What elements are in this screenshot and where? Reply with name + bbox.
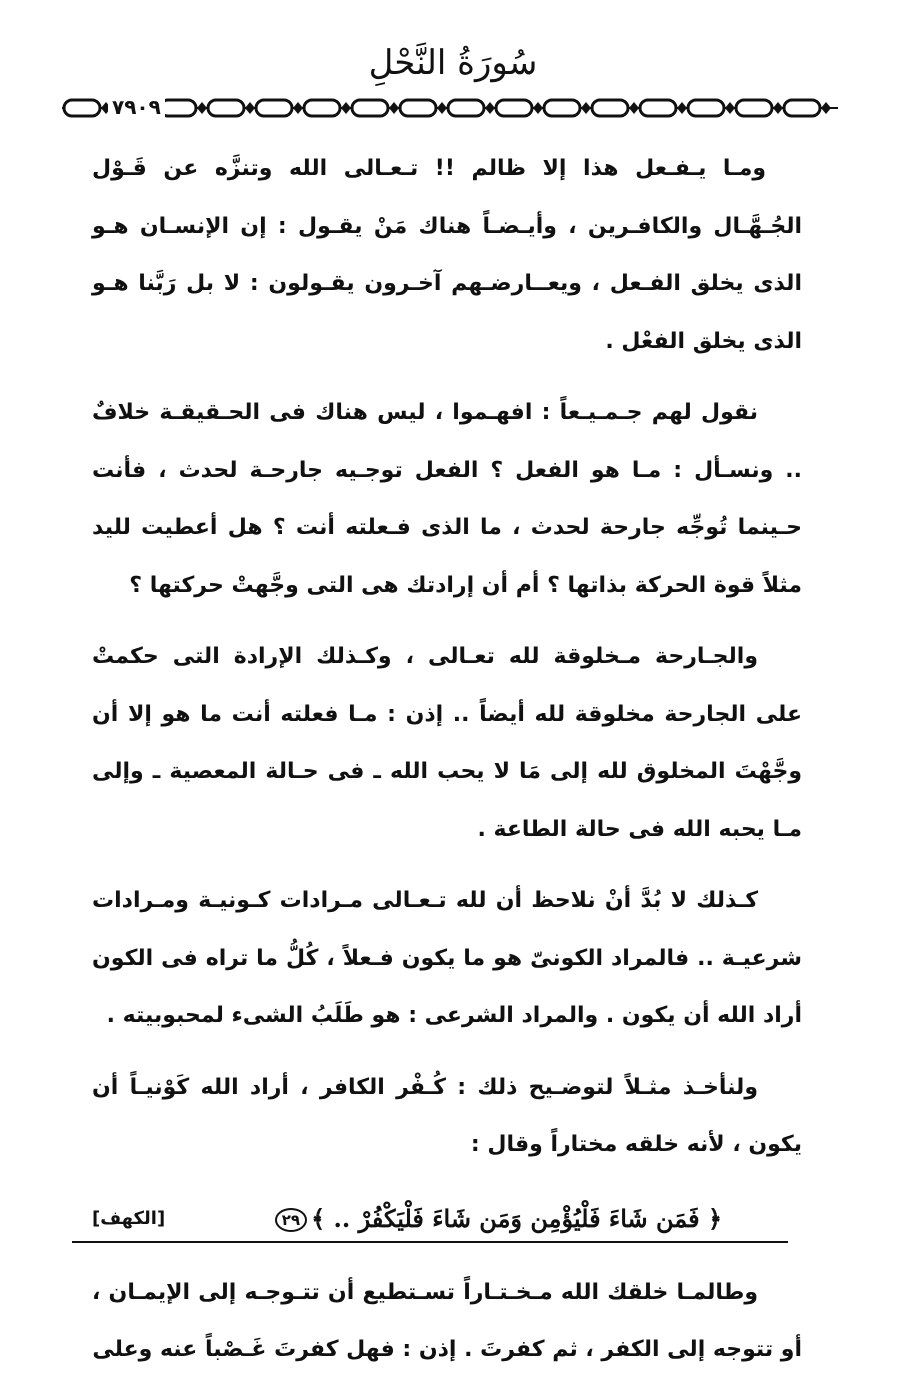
chain-link bbox=[208, 100, 244, 116]
chain-link bbox=[448, 100, 484, 116]
chain-diamond bbox=[773, 102, 783, 114]
footer-rule bbox=[72, 1241, 788, 1243]
ornamental-chain-border bbox=[60, 95, 840, 121]
chain-diamond bbox=[485, 102, 495, 114]
main-text bbox=[92, 140, 802, 1393]
chain-link bbox=[256, 100, 292, 116]
chain-diamond bbox=[581, 102, 591, 114]
chain-link bbox=[640, 100, 676, 116]
chain-link bbox=[688, 100, 724, 116]
surah-title: سُورَةُ النَّحْلِ bbox=[368, 43, 538, 83]
chain-diamond bbox=[677, 102, 687, 114]
chain-link bbox=[64, 100, 100, 116]
chain-diamond bbox=[389, 102, 399, 114]
paragraph-6: وطالمـا خلقك الله مـخـتـاراً تسـتطيع أن تتـوجـه إلى الإيمـان ، أو تتوجه إلى الكفر ، ثم كفرتَ . إذن : فهل كفرتَ غَـصْباً عنه وعلى bbox=[92, 1279, 802, 1362]
paragraph-3: والجـارحة مـخلوقة لله تعـالى ، وكـذلك الإرادة التى حكمتْ على الجارحة مخلوقة لله أيضاً .. إذن : مـا فعلته أنت ما هو إلا أن وجَّهْتَ المخلوق لله إلى مَا لا يحب الله ـ فى حـالة المعصية ـ وإلى مـا يحبه الله فى حالة الطاعة . bbox=[92, 644, 802, 842]
chain-diamond bbox=[197, 102, 207, 114]
paragraph-1: ومـا يـفـعل هذا إلا ظالم !! تـعـالى الله وتنزَّه عن قَـوْل الجُـهَّـال والكافـرين ، وأيـضـاً هناك مَنْ يقـول : إن الإنسـان هـو الذى يخلق الفـعل ، ويعــارضـهم آخـرون يقـولون : لا بل رَبَّنا هـو الذى يخلق الفعْل . bbox=[92, 156, 802, 354]
quran-verse-text: ﴿ فَمَن شَاءَ فَلْيُؤْمِن وَمَن شَاءَ فَلْيَكْفُرْ .. ﴾ bbox=[311, 1203, 722, 1233]
chain-diamond bbox=[533, 102, 543, 114]
chain-diamond bbox=[341, 102, 351, 114]
chain-link bbox=[400, 100, 436, 116]
chain-diamond bbox=[629, 102, 639, 114]
chain-diamond bbox=[725, 102, 735, 114]
chain-diamond bbox=[293, 102, 303, 114]
chain-link bbox=[592, 100, 628, 116]
paragraph-2: نقول لهم جـمـيـعاً : افهـموا ، ليس هناك فى الحـقيقـة خلافٌ .. ونسـأل : مـا هو الفعل ؟ الفعل توجـيه جارحـة لحدث ، فأنت حـينما تُوجِّه جارحة لحدث ، ما الذى فـعلته أنت ؟ هل أعطيت لليد مثلاً قوة الحركة بذاتها ؟ أم أن إرادتك هى التى وجَّهتْ حركتها ؟ bbox=[92, 400, 802, 598]
chain-link bbox=[496, 100, 532, 116]
chain-link bbox=[544, 100, 580, 116]
chain-diamond bbox=[245, 102, 255, 114]
paragraph-4: كـذلك لا بُدَّ أنْ نلاحظ أن لله تـعـالى مـرادات كـونيـة ومـرادات شرعيـة .. فالمراد الكونىّ هو ما يكون فـعلاً ، كُلُّ ما تراه فى الكون أراد الله أن يكون . والمراد الشرعى : هو طَلَبُ الشىء لمحبوبيته . bbox=[92, 888, 802, 1028]
chain-link bbox=[352, 100, 388, 116]
chain-link bbox=[736, 100, 772, 116]
chain-ornament-graphic bbox=[60, 95, 840, 121]
page-number: ٧٩٠٩ bbox=[108, 94, 165, 120]
verse-number: ٢٩ bbox=[275, 1208, 307, 1232]
paragraph-5: ولنأخـذ مثـلاً لتوضـيح ذلك : كُـفْر الكافر ، أراد الله كَوْنيـاً أن يكون ، لأنه خلقه مختاراً وقال : bbox=[92, 1074, 802, 1157]
chain-diamond bbox=[821, 102, 831, 114]
surah-reference: [الكهف] bbox=[92, 1207, 166, 1229]
chain-link bbox=[160, 100, 196, 116]
chain-link bbox=[784, 100, 820, 116]
chain-link bbox=[304, 100, 340, 116]
chain-diamond bbox=[437, 102, 447, 114]
